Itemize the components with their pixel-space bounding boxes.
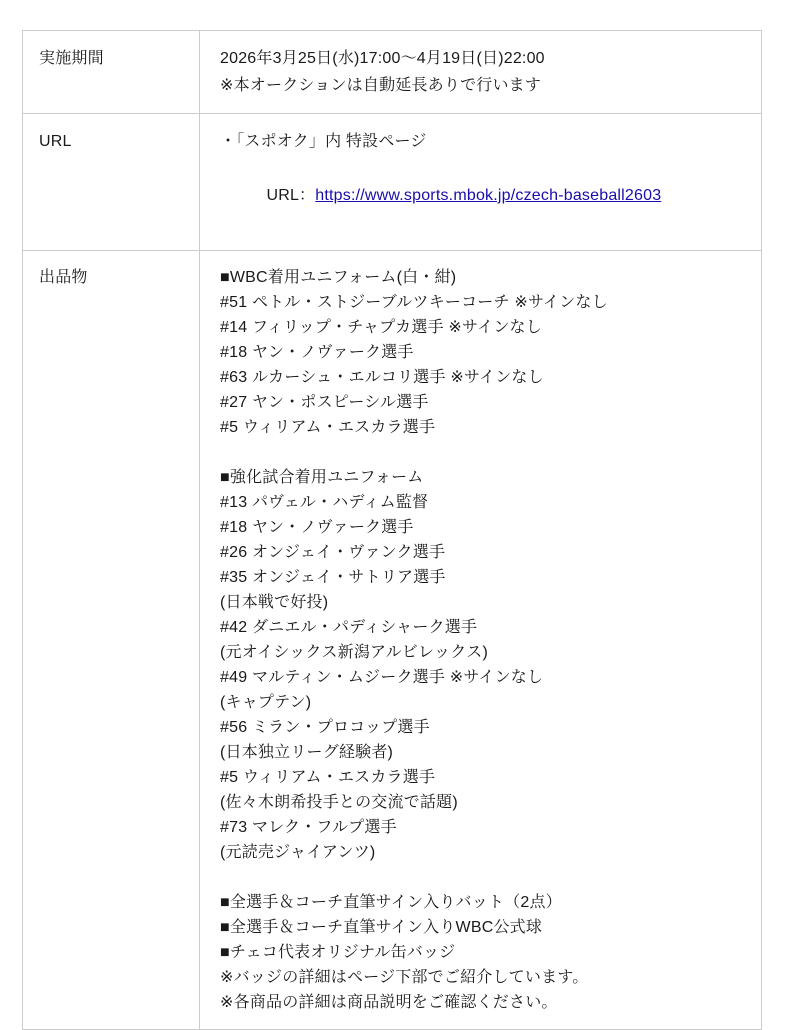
item-line: #73 マレク・フルプ選手 xyxy=(220,819,397,836)
item-line: #42 ダニエル・パディシャーク選手 xyxy=(220,619,478,636)
item-line: #35 オンジェイ・サトリア選手 xyxy=(220,569,446,586)
item-line: (キャプテン) xyxy=(220,694,312,711)
period-datetime: 2026年3月25日(水)17:00〜4月19日(日)22:00 xyxy=(220,50,545,67)
item-line: ■WBC着用ユニフォーム(白・紺) xyxy=(220,269,457,286)
item-line: ■強化試合着用ユニフォーム xyxy=(220,469,424,486)
item-line: #18 ヤン・ノヴァーク選手 xyxy=(220,344,414,361)
item-line: #14 フィリップ・チャプカ選手 ※サインなし xyxy=(220,319,542,336)
row-label-period: 実施期間 xyxy=(23,31,200,113)
period-auto-extend-note: ※本オークションは自動延長ありで行います xyxy=(220,77,542,94)
item-line: #27 ヤン・ポスピーシル選手 xyxy=(220,394,429,411)
item-line: #5 ウィリアム・エスカラ選手 xyxy=(220,769,436,786)
item-line xyxy=(220,865,741,890)
table-row-items xyxy=(23,251,761,1029)
item-line: (佐々木朗希投手との交流で話題) xyxy=(220,794,458,811)
item-line: #49 マルティン・ムジーク選手 ※サインなし xyxy=(220,669,544,686)
url-prefix-label: URL： xyxy=(266,187,316,204)
item-line: #26 オンジェイ・ヴァンク選手 xyxy=(220,544,446,561)
item-line: (元オイシックス新潟アルビレックス) xyxy=(220,644,489,661)
url-line xyxy=(220,155,741,236)
item-line: (日本戦で好投) xyxy=(220,594,329,611)
row-label-url: URL xyxy=(23,114,200,250)
item-line: #13 パヴェル・ハディム監督 xyxy=(220,494,429,511)
item-line: #5 ウィリアム・エスカラ選手 xyxy=(220,419,436,436)
url-page-description: ・「スポオク」内 特設ページ xyxy=(220,133,427,150)
item-line: ※バッジの詳細はページ下部でご紹介しています。 xyxy=(220,969,589,986)
item-line: ■全選手＆コーチ直筆サイン入りWBC公式球 xyxy=(220,919,543,936)
item-line: #56 ミラン・プロコップ選手 xyxy=(220,719,430,736)
row-value-url xyxy=(200,114,761,250)
table-row-url xyxy=(23,114,761,251)
item-line: ■チェコ代表オリジナル缶バッジ xyxy=(220,944,456,961)
items-list xyxy=(200,251,761,1029)
item-line: (元読売ジャイアンツ) xyxy=(220,844,376,861)
item-line: #18 ヤン・ノヴァーク選手 xyxy=(220,519,414,536)
item-line: (日本独立リーグ経験者) xyxy=(220,744,394,761)
item-line: ■全選手＆コーチ直筆サイン入りバット（2点） xyxy=(220,894,562,911)
item-line: #51 ペトル・ストジーブルツキーコーチ ※サインなし xyxy=(220,294,608,311)
auction-info-table xyxy=(22,30,762,1030)
item-line: ※各商品の詳細は商品説明をご確認ください。 xyxy=(220,994,558,1011)
row-label-items: 出品物 xyxy=(23,251,200,1029)
item-line xyxy=(220,440,741,465)
item-line: #63 ルカーシュ・エルコリ選手 ※サインなし xyxy=(220,369,544,386)
table-row-period xyxy=(23,31,761,114)
row-value-period xyxy=(200,31,761,113)
special-page-link[interactable]: https://www.sports.mbok.jp/czech-baseball2603 xyxy=(315,187,662,204)
